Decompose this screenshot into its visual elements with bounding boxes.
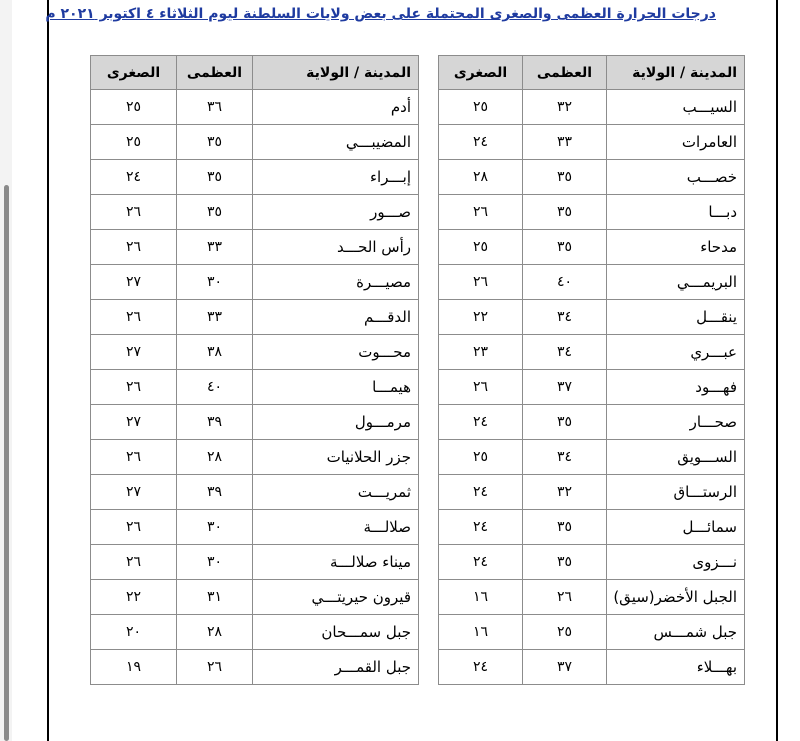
min-temp-cell: ٢٧	[91, 335, 177, 370]
city-cell: جبل القمـــر	[253, 650, 419, 685]
table-row	[439, 545, 745, 580]
city-cell: صـــور	[253, 195, 419, 230]
min-temp-cell: ٢٧	[91, 405, 177, 440]
city-cell: جبل سمـــحان	[253, 615, 419, 650]
city-cell: صلالـــة	[253, 510, 419, 545]
city-cell: مرمـــول	[253, 405, 419, 440]
min-temp-cell: ٢٥	[91, 125, 177, 160]
city-cell: الرستـــاق	[607, 475, 745, 510]
max-temp-cell: ٢٦	[523, 580, 607, 615]
city-cell: جزر الحلانيات	[253, 440, 419, 475]
max-temp-cell: ٢٦	[177, 650, 253, 685]
table-row	[91, 545, 419, 580]
min-temp-cell: ٢٦	[91, 545, 177, 580]
table-row	[91, 615, 419, 650]
document-title: درجات الحرارة العظمى والصغرى المحتملة على بعض ولايات السلطنة ليوم الثلاثاء ٤ اكتوبر ٢٠٢١ م	[45, 6, 716, 22]
table-row	[439, 650, 745, 685]
table-row	[91, 125, 419, 160]
min-temp-cell: ٢٧	[91, 475, 177, 510]
city-cell: مصيـــرة	[253, 265, 419, 300]
city-cell: جبل شمـــس	[607, 615, 745, 650]
table-row	[91, 650, 419, 685]
city-cell: بهـــلاء	[607, 650, 745, 685]
header-city: المدينة / الولاية	[607, 56, 745, 90]
max-temp-cell: ٣٥	[177, 195, 253, 230]
table-row	[439, 510, 745, 545]
min-temp-cell: ٢٥	[439, 440, 523, 475]
city-cell: ثمريـــت	[253, 475, 419, 510]
table-header-row	[91, 56, 419, 90]
table-row	[439, 580, 745, 615]
table-row	[439, 615, 745, 650]
min-temp-cell: ٢٠	[91, 615, 177, 650]
temperature-table-left	[90, 55, 419, 685]
max-temp-cell: ٣٠	[177, 545, 253, 580]
min-temp-cell: ٢٤	[91, 160, 177, 195]
max-temp-cell: ٣٥	[523, 160, 607, 195]
max-temp-cell: ٣٣	[177, 300, 253, 335]
min-temp-cell: ١٩	[91, 650, 177, 685]
header-min: الصغرى	[439, 56, 523, 90]
min-temp-cell: ٢٢	[91, 580, 177, 615]
table-row	[439, 405, 745, 440]
max-temp-cell: ٣٩	[177, 405, 253, 440]
city-cell: البريمـــي	[607, 265, 745, 300]
table-row	[91, 580, 419, 615]
min-temp-cell: ٢٥	[91, 90, 177, 125]
table-row	[439, 90, 745, 125]
min-temp-cell: ٢٥	[439, 90, 523, 125]
table-row	[439, 125, 745, 160]
min-temp-cell: ٢٢	[439, 300, 523, 335]
city-cell: خصـــب	[607, 160, 745, 195]
min-temp-cell: ٢٦	[439, 195, 523, 230]
max-temp-cell: ٢٥	[523, 615, 607, 650]
header-max: العظمى	[523, 56, 607, 90]
max-temp-cell: ٣٨	[177, 335, 253, 370]
min-temp-cell: ٢٦	[91, 300, 177, 335]
city-cell: أدم	[253, 90, 419, 125]
max-temp-cell: ٣٥	[523, 230, 607, 265]
city-cell: عبـــري	[607, 335, 745, 370]
max-temp-cell: ٣٠	[177, 510, 253, 545]
city-cell: الجبل الأخضر(سيق)	[607, 580, 745, 615]
table-row	[439, 195, 745, 230]
min-temp-cell: ٢٦	[439, 370, 523, 405]
table-row	[91, 475, 419, 510]
city-cell: هيمـــا	[253, 370, 419, 405]
table-row	[91, 90, 419, 125]
city-cell: إبـــراء	[253, 160, 419, 195]
table-row	[439, 300, 745, 335]
min-temp-cell: ٢٨	[439, 160, 523, 195]
max-temp-cell: ٣٤	[523, 440, 607, 475]
scrollbar-track[interactable]	[0, 0, 12, 741]
min-temp-cell: ٢٤	[439, 405, 523, 440]
max-temp-cell: ٣٢	[523, 475, 607, 510]
min-temp-cell: ٢٥	[439, 230, 523, 265]
table-row	[91, 265, 419, 300]
max-temp-cell: ٣١	[177, 580, 253, 615]
temperature-table-right	[438, 55, 745, 685]
table-row	[439, 230, 745, 265]
min-temp-cell: ٢٦	[91, 230, 177, 265]
min-temp-cell: ٢٤	[439, 650, 523, 685]
table-row	[439, 160, 745, 195]
city-cell: قيرون حيريتـــي	[253, 580, 419, 615]
max-temp-cell: ٣٥	[523, 405, 607, 440]
table-row	[91, 405, 419, 440]
scrollbar-thumb[interactable]	[4, 185, 9, 741]
max-temp-cell: ٣٧	[523, 650, 607, 685]
max-temp-cell: ٤٠	[523, 265, 607, 300]
max-temp-cell: ٣٢	[523, 90, 607, 125]
max-temp-cell: ٣٦	[177, 90, 253, 125]
table-row	[439, 440, 745, 475]
min-temp-cell: ٢٦	[91, 195, 177, 230]
max-temp-cell: ٤٠	[177, 370, 253, 405]
min-temp-cell: ٢٦	[91, 510, 177, 545]
page-border-left	[47, 0, 49, 741]
min-temp-cell: ٢٣	[439, 335, 523, 370]
min-temp-cell: ٢٤	[439, 545, 523, 580]
city-cell: نـــزوى	[607, 545, 745, 580]
city-cell: الدقـــم	[253, 300, 419, 335]
max-temp-cell: ٣٥	[523, 510, 607, 545]
min-temp-cell: ٢٤	[439, 125, 523, 160]
city-cell: المضيبـــي	[253, 125, 419, 160]
table-row	[91, 230, 419, 265]
table-row	[91, 440, 419, 475]
table-row	[91, 300, 419, 335]
max-temp-cell: ٣٥	[177, 160, 253, 195]
table-row	[91, 160, 419, 195]
min-temp-cell: ١٦	[439, 615, 523, 650]
city-cell: مدحاء	[607, 230, 745, 265]
table-header-row	[439, 56, 745, 90]
city-cell: العامرات	[607, 125, 745, 160]
table-row	[91, 370, 419, 405]
max-temp-cell: ٢٨	[177, 440, 253, 475]
table-row	[91, 195, 419, 230]
max-temp-cell: ٣٣	[523, 125, 607, 160]
header-max: العظمى	[177, 56, 253, 90]
table-row	[439, 335, 745, 370]
min-temp-cell: ٢٦	[439, 265, 523, 300]
max-temp-cell: ٢٨	[177, 615, 253, 650]
header-min: الصغرى	[91, 56, 177, 90]
min-temp-cell: ٢٦	[91, 440, 177, 475]
city-cell: الســـويق	[607, 440, 745, 475]
city-cell: ينقـــل	[607, 300, 745, 335]
max-temp-cell: ٣٤	[523, 335, 607, 370]
table-row	[439, 370, 745, 405]
max-temp-cell: ٣٥	[523, 545, 607, 580]
max-temp-cell: ٣٤	[523, 300, 607, 335]
city-cell: سمائـــل	[607, 510, 745, 545]
max-temp-cell: ٣٠	[177, 265, 253, 300]
min-temp-cell: ٢٤	[439, 475, 523, 510]
page-border-right	[776, 0, 778, 741]
table-row	[91, 335, 419, 370]
city-cell: محـــوت	[253, 335, 419, 370]
max-temp-cell: ٣٥	[523, 195, 607, 230]
city-cell: صحـــار	[607, 405, 745, 440]
min-temp-cell: ٢٦	[91, 370, 177, 405]
city-cell: دبـــا	[607, 195, 745, 230]
table-row	[439, 475, 745, 510]
table-row	[91, 510, 419, 545]
header-city: المدينة / الولاية	[253, 56, 419, 90]
min-temp-cell: ٢٧	[91, 265, 177, 300]
max-temp-cell: ٣٣	[177, 230, 253, 265]
max-temp-cell: ٣٧	[523, 370, 607, 405]
max-temp-cell: ٣٥	[177, 125, 253, 160]
city-cell: فهـــود	[607, 370, 745, 405]
min-temp-cell: ١٦	[439, 580, 523, 615]
city-cell: رأس الحـــد	[253, 230, 419, 265]
city-cell: السيـــب	[607, 90, 745, 125]
min-temp-cell: ٢٤	[439, 510, 523, 545]
max-temp-cell: ٣٩	[177, 475, 253, 510]
city-cell: ميناء صلالـــة	[253, 545, 419, 580]
table-row	[439, 265, 745, 300]
